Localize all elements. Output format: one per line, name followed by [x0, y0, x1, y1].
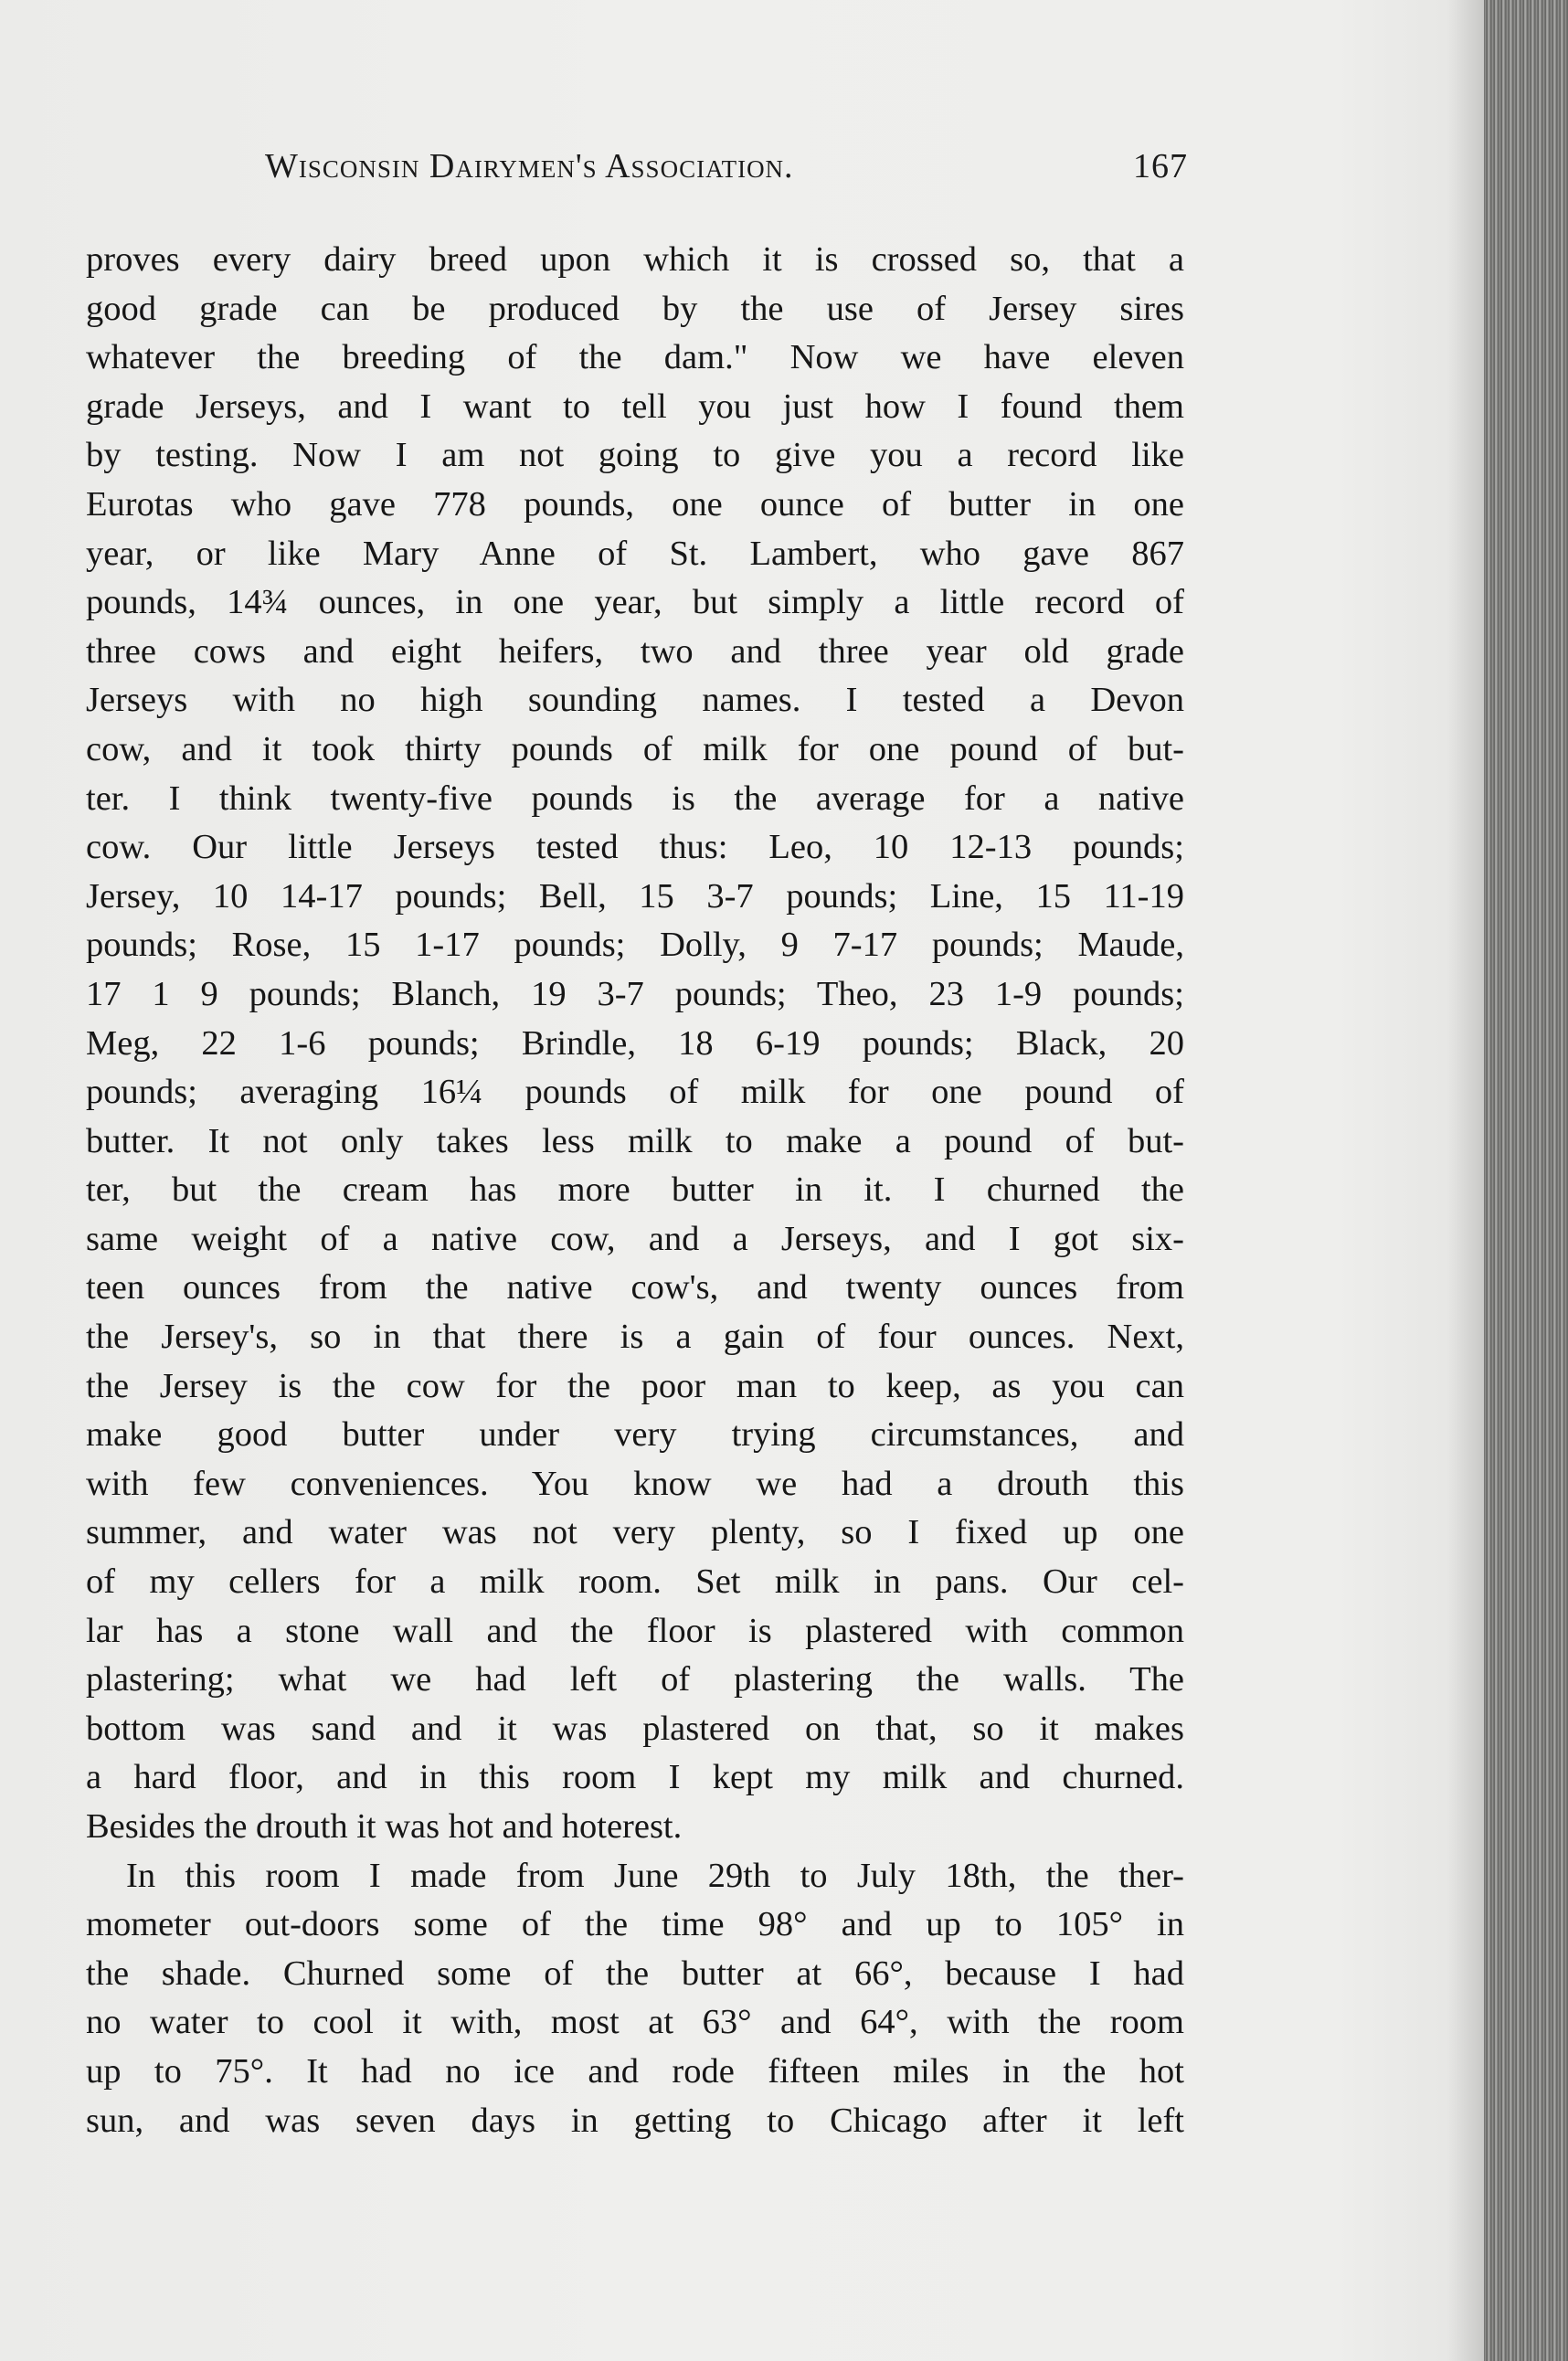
text-line: same weight of a native cow, and a Jerseys, and I got six- — [86, 1219, 1184, 1258]
text-line: good grade can be produced by the use of Jersey sires — [86, 289, 1184, 328]
text-line: a hard floor, and in this room I kept my milk and churned. — [86, 1758, 1184, 1797]
text-line: teen ounces from the native cow's, and twenty ounces from — [86, 1268, 1184, 1308]
text-line: the Jersey is the cow for the poor man to keep, as you can — [86, 1366, 1184, 1405]
text-line: summer, and water was not very plenty, so I fixed up one — [86, 1513, 1184, 1552]
running-head — [265, 146, 1188, 201]
paragraph-2 — [86, 1852, 1184, 2146]
text-line: bottom was sand and it was plastered on that, so it makes — [86, 1709, 1184, 1748]
text-line: cow, and it took thirty pounds of milk for one pound of but- — [86, 729, 1184, 768]
book-page-edges — [1484, 0, 1568, 2361]
text-line: Jersey, 10 14-17 pounds; Bell, 15 3-7 pounds; Line, 15 11-19 — [86, 876, 1184, 916]
paragraph-1 — [86, 236, 1184, 1852]
text-line: butter. It not only takes less milk to make a pound of but- — [86, 1121, 1184, 1160]
text-line: year, or like Mary Anne of St. Lambert, who gave 867 — [86, 534, 1184, 573]
text-line: by testing. Now I am not going to give you a record like — [86, 436, 1184, 475]
text-line: grade Jerseys, and I want to tell you just how I found them — [86, 386, 1184, 426]
running-head-title: Wisconsin Dairymen's Association. — [265, 147, 794, 185]
text-line: Jerseys with no high sounding names. I tested a Devon — [86, 681, 1184, 720]
text-line: of my cellers for a milk room. Set milk in pans. Our cel- — [86, 1562, 1184, 1602]
text-line: Eurotas who gave 778 pounds, one ounce of butter in one — [86, 484, 1184, 524]
text-line: ter. I think twenty-five pounds is the average for a native — [86, 778, 1184, 818]
text-line: In this room I made from June 29th to July 18th, the ther- — [126, 1856, 1184, 1895]
text-line: 17 1 9 pounds; Blanch, 19 3-7 pounds; Theo, 23 1-9 pounds; — [86, 974, 1184, 1013]
text-line: pounds, 14¾ ounces, in one year, but simply a little record of — [86, 583, 1184, 622]
text-line: lar has a stone wall and the floor is plastered with common — [86, 1611, 1184, 1650]
text-line: no water to cool it with, most at 63° and 64°, with the room — [86, 2003, 1184, 2042]
text-line: three cows and eight heifers, two and three year old grade — [86, 631, 1184, 671]
text-line: with few conveniences. You know we had a drouth this — [86, 1464, 1184, 1503]
text-line: plastering; what we had left of plastering the walls. The — [86, 1660, 1184, 1699]
text-line: sun, and was seven days in getting to Chicago after it left — [86, 2101, 1184, 2140]
text-line: proves every dairy breed upon which it is crossed so, that a — [86, 240, 1184, 279]
text-line: Meg, 22 1-6 pounds; Brindle, 18 6-19 pounds; Black, 20 — [86, 1023, 1184, 1063]
text-line: cow. Our little Jerseys tested thus: Leo, 10 12-13 pounds; — [86, 828, 1184, 867]
page-number: 167 — [1133, 147, 1188, 185]
text-line: the Jersey's, so in that there is a gain of four ounces. Next, — [86, 1318, 1184, 1357]
text-line: the shade. Churned some of the butter at 66°, because I had — [86, 1953, 1184, 1993]
text-line: whatever the breeding of the dam." Now we have eleven — [86, 338, 1184, 377]
text-line: Besides the drouth it was hot and hoterest. — [86, 1807, 683, 1846]
text-line: pounds; Rose, 15 1-17 pounds; Dolly, 9 7-17 pounds; Maude, — [86, 926, 1184, 965]
text-line: ter, but the cream has more butter in it. I churned the — [86, 1170, 1184, 1210]
text-line: make good butter under very trying circumstances, and — [86, 1415, 1184, 1455]
text-line: pounds; averaging 16¼ pounds of milk for one pound of — [86, 1073, 1184, 1112]
body-text — [86, 236, 1184, 2145]
gutter-shadow — [1447, 0, 1484, 2361]
text-line: mometer out-doors some of the time 98° and up to 105° in — [86, 1905, 1184, 1944]
text-line: up to 75°. It had no ice and rode fifteen miles in the hot — [86, 2051, 1184, 2091]
